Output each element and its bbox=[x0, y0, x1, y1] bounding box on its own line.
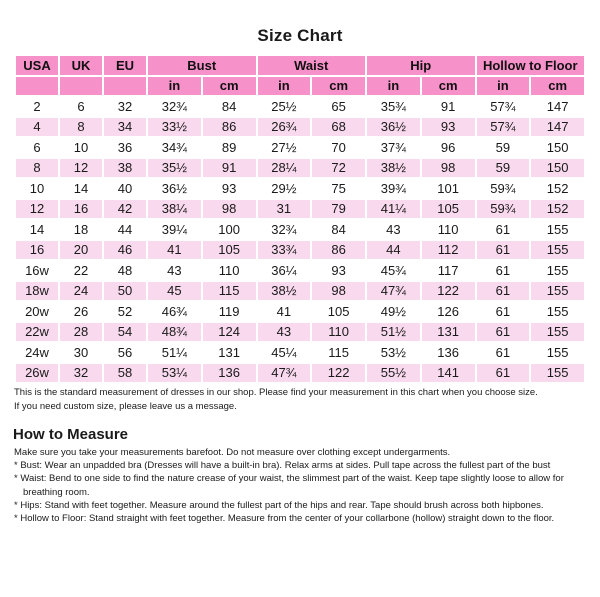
chart-note-line2: If you need custom size, please leave us a message. bbox=[14, 400, 237, 412]
size-cell: 65 bbox=[312, 97, 365, 116]
size-cell: 41 bbox=[148, 241, 201, 260]
page-title: Size Chart bbox=[257, 26, 343, 45]
table-row bbox=[16, 97, 584, 116]
size-cell: 32 bbox=[104, 97, 146, 116]
size-cell: 38 bbox=[104, 159, 146, 178]
size-cell: 51½ bbox=[367, 323, 420, 342]
chart-note-line1: This is the standard measurement of dresses in our shop. Please find your measurement in this chart when you choose size. bbox=[14, 387, 538, 398]
size-cell: 36½ bbox=[367, 118, 420, 137]
size-cell: 147 bbox=[531, 118, 584, 137]
size-cell: 39¼ bbox=[148, 220, 201, 239]
size-cell: 45¾ bbox=[367, 261, 420, 280]
size-cell: 47¾ bbox=[367, 282, 420, 301]
table-row bbox=[16, 241, 584, 260]
size-cell: 105 bbox=[422, 200, 475, 219]
unit-header-empty bbox=[104, 77, 146, 96]
table-row bbox=[16, 364, 584, 383]
size-cell: 16 bbox=[16, 241, 58, 260]
size-cell: 32 bbox=[60, 364, 102, 383]
size-cell: 152 bbox=[531, 200, 584, 219]
size-cell: 86 bbox=[312, 241, 365, 260]
size-cell: 112 bbox=[422, 241, 475, 260]
column-header-hip: Hip bbox=[367, 56, 475, 75]
size-cell: 61 bbox=[477, 261, 530, 280]
size-cell: 22w bbox=[16, 323, 58, 342]
size-cell: 33½ bbox=[148, 118, 201, 137]
size-cell: 115 bbox=[312, 343, 365, 362]
size-cell: 100 bbox=[203, 220, 256, 239]
size-cell: 49½ bbox=[367, 302, 420, 321]
size-cell: 39¾ bbox=[367, 179, 420, 198]
size-cell: 34¾ bbox=[148, 138, 201, 157]
size-cell: 122 bbox=[422, 282, 475, 301]
size-cell: 44 bbox=[104, 220, 146, 239]
size-cell: 61 bbox=[477, 364, 530, 383]
size-cell: 45¼ bbox=[258, 343, 311, 362]
unit-header-row bbox=[16, 77, 584, 96]
unit-header-hip-in: in bbox=[367, 77, 420, 96]
size-cell: 18w bbox=[16, 282, 58, 301]
size-cell: 155 bbox=[531, 241, 584, 260]
measure-instruction-bust: * Bust: Wear an unpadded bra (Dresses will have a built-in bra). Relax arms at sides. Pull tape across the fullest part of the bust bbox=[14, 460, 551, 472]
measure-instruction-waist: * Waist: Bend to one side to find the nature crease of your waist, the slimmest part of the waist. Keep tape slightly loose to allow for breathing room. bbox=[14, 473, 564, 498]
column-header-uk: UK bbox=[60, 56, 102, 75]
size-cell: 91 bbox=[422, 97, 475, 116]
size-cell: 53¼ bbox=[148, 364, 201, 383]
size-cell: 91 bbox=[203, 159, 256, 178]
size-cell: 136 bbox=[422, 343, 475, 362]
size-cell: 35½ bbox=[148, 159, 201, 178]
size-cell: 48¾ bbox=[148, 323, 201, 342]
size-cell: 131 bbox=[203, 343, 256, 362]
size-cell: 16 bbox=[60, 200, 102, 219]
size-cell: 61 bbox=[477, 282, 530, 301]
table-row bbox=[16, 282, 584, 301]
size-cell: 155 bbox=[531, 343, 584, 362]
size-cell: 48 bbox=[104, 261, 146, 280]
size-cell: 45 bbox=[148, 282, 201, 301]
size-cell: 147 bbox=[531, 97, 584, 116]
size-cell: 20 bbox=[60, 241, 102, 260]
size-cell: 42 bbox=[104, 200, 146, 219]
size-cell: 61 bbox=[477, 220, 530, 239]
size-cell: 150 bbox=[531, 159, 584, 178]
table-row bbox=[16, 118, 584, 137]
size-cell: 28¼ bbox=[258, 159, 311, 178]
size-cell: 110 bbox=[422, 220, 475, 239]
size-cell: 72 bbox=[312, 159, 365, 178]
size-cell: 25½ bbox=[258, 97, 311, 116]
size-cell: 38½ bbox=[367, 159, 420, 178]
unit-header-bust-cm: cm bbox=[203, 77, 256, 96]
size-cell: 93 bbox=[312, 261, 365, 280]
size-cell: 98 bbox=[203, 200, 256, 219]
size-cell: 24w bbox=[16, 343, 58, 362]
size-cell: 12 bbox=[60, 159, 102, 178]
size-cell: 122 bbox=[312, 364, 365, 383]
table-row bbox=[16, 179, 584, 198]
size-cell: 59 bbox=[477, 159, 530, 178]
size-cell: 28 bbox=[60, 323, 102, 342]
column-header-hollow-to-floor: Hollow to Floor bbox=[477, 56, 585, 75]
unit-header-hollow-cm: cm bbox=[531, 77, 584, 96]
size-chart-header bbox=[16, 56, 584, 95]
size-table-body bbox=[16, 97, 584, 382]
size-cell: 8 bbox=[60, 118, 102, 137]
unit-header-empty bbox=[16, 77, 58, 96]
size-cell: 35¾ bbox=[367, 97, 420, 116]
size-cell: 93 bbox=[422, 118, 475, 137]
size-cell: 29½ bbox=[258, 179, 311, 198]
size-cell: 43 bbox=[148, 261, 201, 280]
size-cell: 84 bbox=[312, 220, 365, 239]
size-cell: 110 bbox=[203, 261, 256, 280]
unit-header-hip-cm: cm bbox=[422, 77, 475, 96]
size-cell: 43 bbox=[258, 323, 311, 342]
table-row bbox=[16, 302, 584, 321]
size-cell: 20w bbox=[16, 302, 58, 321]
size-cell: 43 bbox=[367, 220, 420, 239]
size-cell: 4 bbox=[16, 118, 58, 137]
size-cell: 59 bbox=[477, 138, 530, 157]
size-cell: 37¾ bbox=[367, 138, 420, 157]
how-to-measure-heading: How to Measure bbox=[13, 426, 129, 443]
size-cell: 119 bbox=[203, 302, 256, 321]
table-row bbox=[16, 261, 584, 280]
size-cell: 46 bbox=[104, 241, 146, 260]
table-row bbox=[16, 138, 584, 157]
size-cell: 55½ bbox=[367, 364, 420, 383]
table-row bbox=[16, 323, 584, 342]
unit-header-empty bbox=[60, 77, 102, 96]
size-cell: 98 bbox=[312, 282, 365, 301]
size-cell: 70 bbox=[312, 138, 365, 157]
size-cell: 61 bbox=[477, 302, 530, 321]
size-cell: 38½ bbox=[258, 282, 311, 301]
size-cell: 59¾ bbox=[477, 179, 530, 198]
size-cell: 61 bbox=[477, 343, 530, 362]
size-cell: 141 bbox=[422, 364, 475, 383]
size-cell: 38¼ bbox=[148, 200, 201, 219]
chart-note bbox=[14, 386, 592, 413]
size-cell: 27½ bbox=[258, 138, 311, 157]
size-cell: 16w bbox=[16, 261, 58, 280]
size-cell: 14 bbox=[16, 220, 58, 239]
size-cell: 51¼ bbox=[148, 343, 201, 362]
size-cell: 150 bbox=[531, 138, 584, 157]
size-cell: 155 bbox=[531, 261, 584, 280]
size-cell: 24 bbox=[60, 282, 102, 301]
size-cell: 14 bbox=[60, 179, 102, 198]
size-cell: 33¾ bbox=[258, 241, 311, 260]
unit-header-waist-in: in bbox=[258, 77, 311, 96]
size-cell: 6 bbox=[60, 97, 102, 116]
size-cell: 54 bbox=[104, 323, 146, 342]
size-cell: 124 bbox=[203, 323, 256, 342]
size-cell: 57¾ bbox=[477, 97, 530, 116]
size-chart-table bbox=[14, 54, 586, 384]
size-cell: 34 bbox=[104, 118, 146, 137]
size-cell: 10 bbox=[16, 179, 58, 198]
column-header-waist: Waist bbox=[258, 56, 366, 75]
size-cell: 22 bbox=[60, 261, 102, 280]
size-cell: 44 bbox=[367, 241, 420, 260]
table-row bbox=[16, 200, 584, 219]
size-cell: 136 bbox=[203, 364, 256, 383]
group-header-row bbox=[16, 56, 584, 75]
size-cell: 52 bbox=[104, 302, 146, 321]
measure-instruction-hips: * Hips: Stand with feet together. Measure around the fullest part of the hips and rear. Tape should brush across both hipbones. bbox=[14, 499, 544, 511]
size-cell: 105 bbox=[203, 241, 256, 260]
size-cell: 105 bbox=[312, 302, 365, 321]
size-cell: 110 bbox=[312, 323, 365, 342]
size-cell: 8 bbox=[16, 159, 58, 178]
size-cell: 57¾ bbox=[477, 118, 530, 137]
size-cell: 30 bbox=[60, 343, 102, 362]
how-to-measure-intro: Make sure you take your measurements barefoot. Do not measure over clothing except undergarments. bbox=[14, 447, 451, 458]
size-cell: 155 bbox=[531, 323, 584, 342]
size-cell: 47¾ bbox=[258, 364, 311, 383]
size-cell: 79 bbox=[312, 200, 365, 219]
size-cell: 126 bbox=[422, 302, 475, 321]
size-cell: 117 bbox=[422, 261, 475, 280]
size-cell: 10 bbox=[60, 138, 102, 157]
size-cell: 101 bbox=[422, 179, 475, 198]
size-cell: 59¾ bbox=[477, 200, 530, 219]
size-cell: 41 bbox=[258, 302, 311, 321]
size-cell: 155 bbox=[531, 282, 584, 301]
unit-header-waist-cm: cm bbox=[312, 77, 365, 96]
measure-instruction-hollow-to-floor: * Hollow to Floor: Stand straight with feet together. Measure from the center of your collarbone (hollow) straight down to the floor. bbox=[14, 513, 555, 525]
size-cell: 152 bbox=[531, 179, 584, 198]
size-cell: 26¾ bbox=[258, 118, 311, 137]
unit-header-hollow-in: in bbox=[477, 77, 530, 96]
size-cell: 40 bbox=[104, 179, 146, 198]
size-cell: 56 bbox=[104, 343, 146, 362]
size-cell: 58 bbox=[104, 364, 146, 383]
size-cell: 89 bbox=[203, 138, 256, 157]
size-cell: 61 bbox=[477, 241, 530, 260]
column-header-usa: USA bbox=[16, 56, 58, 75]
column-header-bust: Bust bbox=[148, 56, 256, 75]
size-cell: 53½ bbox=[367, 343, 420, 362]
table-row bbox=[16, 159, 584, 178]
size-cell: 86 bbox=[203, 118, 256, 137]
size-cell: 50 bbox=[104, 282, 146, 301]
size-cell: 46¾ bbox=[148, 302, 201, 321]
size-cell: 41¼ bbox=[367, 200, 420, 219]
size-cell: 26w bbox=[16, 364, 58, 383]
size-cell: 32¾ bbox=[148, 97, 201, 116]
table-row bbox=[16, 343, 584, 362]
size-cell: 96 bbox=[422, 138, 475, 157]
size-cell: 155 bbox=[531, 364, 584, 383]
size-cell: 61 bbox=[477, 323, 530, 342]
size-cell: 26 bbox=[60, 302, 102, 321]
size-cell: 75 bbox=[312, 179, 365, 198]
size-cell: 36½ bbox=[148, 179, 201, 198]
size-cell: 18 bbox=[60, 220, 102, 239]
column-header-eu: EU bbox=[104, 56, 146, 75]
size-cell: 2 bbox=[16, 97, 58, 116]
size-cell: 155 bbox=[531, 220, 584, 239]
size-cell: 98 bbox=[422, 159, 475, 178]
size-cell: 6 bbox=[16, 138, 58, 157]
size-cell: 36¼ bbox=[258, 261, 311, 280]
size-cell: 68 bbox=[312, 118, 365, 137]
size-cell: 31 bbox=[258, 200, 311, 219]
unit-header-bust-in: in bbox=[148, 77, 201, 96]
table-row bbox=[16, 220, 584, 239]
size-cell: 32¾ bbox=[258, 220, 311, 239]
size-cell: 12 bbox=[16, 200, 58, 219]
size-cell: 155 bbox=[531, 302, 584, 321]
size-cell: 131 bbox=[422, 323, 475, 342]
how-to-measure-list bbox=[14, 459, 592, 525]
size-cell: 115 bbox=[203, 282, 256, 301]
size-cell: 93 bbox=[203, 179, 256, 198]
size-cell: 36 bbox=[104, 138, 146, 157]
size-cell: 84 bbox=[203, 97, 256, 116]
